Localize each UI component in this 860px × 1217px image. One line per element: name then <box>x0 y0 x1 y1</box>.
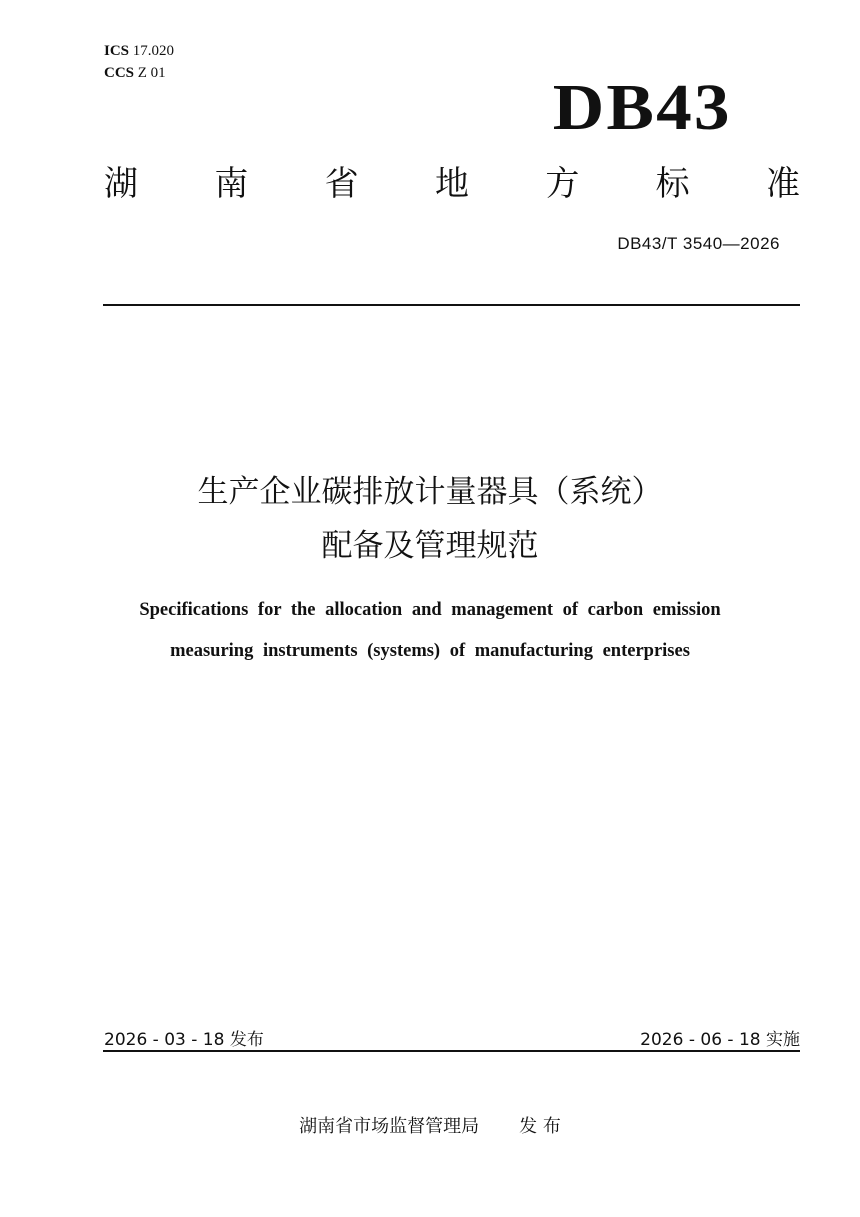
chinese-title-line-1: 生产企业碳排放计量器具（系统） <box>197 474 663 510</box>
issuer-action: 发 布 <box>519 1116 561 1137</box>
standard-type-char: 准 <box>765 164 800 204</box>
standard-type-char: 标 <box>655 164 690 204</box>
standard-type-char: 省 <box>324 164 359 204</box>
standard-number: DB43/T 3540—2026 <box>617 234 780 253</box>
issuing-authority <box>0 1112 860 1138</box>
english-title <box>0 590 860 672</box>
db43-logo: DB43 <box>553 71 732 144</box>
standard-type-char: 南 <box>214 164 249 204</box>
standard-type-heading <box>104 160 800 208</box>
ics-code: ICS 17.020 <box>104 43 175 59</box>
standard-type-char: 方 <box>545 164 580 204</box>
standard-type-char: 地 <box>434 164 469 204</box>
chinese-title <box>0 465 860 573</box>
chinese-title-line-2: 配备及管理规范 <box>321 528 539 564</box>
ccs-code: CCS Z 01 <box>104 65 166 81</box>
implementation-date: 2026 - 06 - 18 实施 <box>640 1030 800 1050</box>
bottom-divider <box>103 1050 800 1052</box>
issuer-name: 湖南省市场监督管理局 <box>299 1116 480 1137</box>
publish-date: 2026 - 03 - 18 发布 <box>104 1030 264 1050</box>
english-title-line-1: Specifications for the allocation and management of carbon emission <box>139 600 721 620</box>
standard-type-char: 湖 <box>104 164 138 204</box>
top-divider <box>103 304 800 306</box>
english-title-line-2: measuring instruments (systems) of manufacturing enterprises <box>170 641 690 661</box>
classification-codes <box>104 40 174 84</box>
